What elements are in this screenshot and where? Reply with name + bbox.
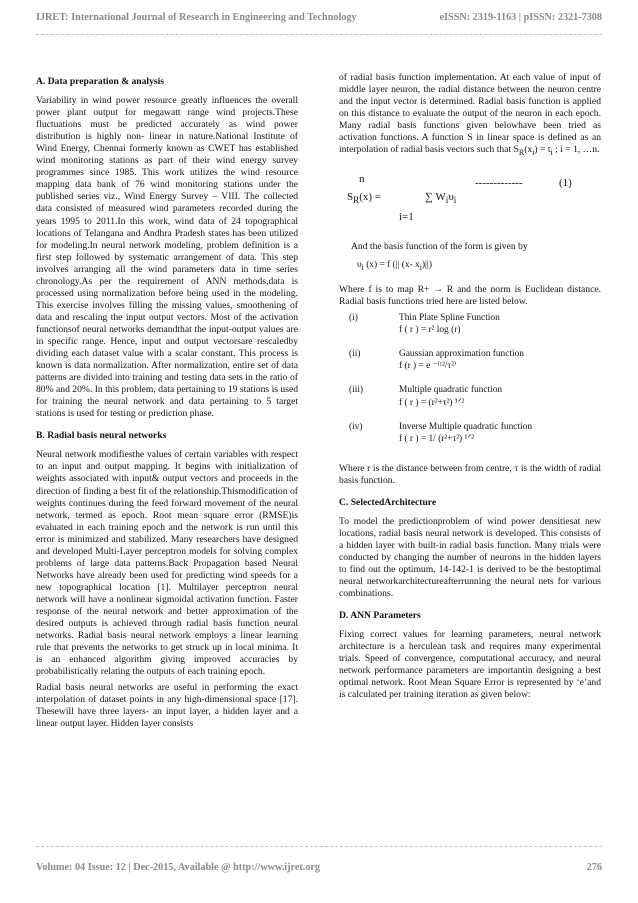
paragraph-neural-network: Neural network modifiesthe values of certain variables with respect to an input and output mapping. It begins with initialization of weights associated with input& output vectors and proceeds in the direction of finding a best fit of the relationship.Thismodification of weights continues during the feed forward movement of the neural network, termed as epoch. Root mean square error (RMSE)is evaluated in each training epoch and the network is run until this error is minimized and stabilized. Many researchers have designed and developed Multi-Layer perceptron models for solving complex problems of large data patterns.Back Propagation based Neural Networks have already been used for predicting wind speeds for a new topographical location [1]. Multilayer perceptron neural network will have a nonlinear sigmoidal activation function. Faster response of the neural network and better approximation of the desired outputs is achieved through radial basis function neural networks. Radial basis neural network employs a linear learning rule that prevents the networks to get struck up in local minima. It is an enhanced algorithm giving improved accuracies by probabilistically relating the outputs of each training epoch.: [36, 449, 298, 678]
equation-sum: ∑ $W_i\upsilon_i$: [425, 191, 457, 206]
rbf-item: (ii) Gaussian approximation function f (r ) = e ⁻⁽ʳ²/τ²⁾: [349, 348, 532, 384]
footer-volume: Volume: 04 Issue: 12 | Dec-2015, Available @ http://www.ijret.org: [36, 862, 321, 873]
paragraph-radial-basis: Radial basis neural networks are useful in performing the exact interpolation of dataset points in any high-dimensional space [17]. Thesewill have three layers- an input layer, a hidden layer and a linear output layer. Hidden layer consists: [36, 682, 298, 730]
right-column: [339, 72, 601, 705]
paragraph-ann-parameters: Fixing correct values for learning parameters, neural network architecture is a herculean task and requires many experimental trials. Speed of convergence, computational accuracy, and neural network performance parameters are importantin designing a best optimal network. Root Mean Square Error is represented by ‘e’and is calculated per training iteration as given below:: [339, 629, 601, 701]
equation-number: (1): [559, 177, 572, 190]
sum-lower-limit: i=1: [399, 211, 414, 224]
equation-1: [339, 173, 601, 231]
rbf-expression: f ( r ) = 1/ (r²+τ²) ¹ᐟ²: [399, 433, 475, 444]
paragraph-architecture: To model the predictionproblem of wind power densitiesat new locations, radial basis neural network is developed. This consists of a hidden layer with built-in radial basis function. Many trials were conducted by changing the number of neurons in the hidden layers to find out the optimum. 14-142-1 is derived to be the bestoptimal neural networkarchitectureafterrunning the neural nets for various combinations.: [339, 515, 601, 600]
sum-upper-limit: n: [359, 173, 365, 186]
rbf-expression: f ( r ) = r² log (r): [399, 325, 461, 336]
left-column: [36, 76, 298, 734]
rbf-item: (i) Thin Plate Spline Function f ( r ) = r² log (r): [349, 312, 532, 348]
section-heading-a: A. Data preparation & analysis: [36, 76, 165, 87]
journal-name: IJRET: International Journal of Research in Engineering and Technology: [36, 12, 357, 23]
equation-lhs: $S_R(x)$ =: [347, 191, 382, 206]
rbf-expression: f ( r ) = (r²+τ²) ¹ᐟ²: [399, 397, 465, 408]
header-rule: [36, 34, 602, 35]
footer-rule: [36, 846, 602, 847]
rbf-name: Gaussian approximation function: [399, 349, 524, 360]
rbf-function-list: [349, 312, 532, 456]
section-heading-b: B. Radial basis neural networks: [36, 430, 167, 442]
running-footer: [36, 862, 602, 873]
rbf-item: (iv) Inverse Multiple quadratic function f ( r ) = 1/ (r²+τ²) ¹ᐟ²: [349, 421, 532, 457]
rbf-name: Inverse Multiple quadratic function: [399, 421, 533, 432]
section-heading-d: D. ANN Parameters: [339, 610, 421, 622]
equation-leader: -------------: [475, 177, 523, 190]
basis-function-formula: $\upsilon_i$ (x) = f (|| (x- $x_i)||$): [357, 260, 432, 273]
rbf-expression: f (r ) = e ⁻⁽ʳ²/τ²⁾: [399, 361, 457, 372]
rbf-name: Multiple quadratic function: [399, 385, 503, 396]
issn-info: eISSN: 2319-1163 | pISSN: 2321-7308: [439, 12, 602, 23]
section-heading-c: C. SelectedArchitecture: [339, 496, 437, 508]
basis-function-intro: And the basis function of the form is given by: [351, 241, 528, 253]
rbf-item: (iii) Multiple quadratic function f ( r ) = (r²+τ²) ¹ᐟ²: [349, 384, 532, 420]
rbf-name: Thin Plate Spline Function: [399, 313, 500, 324]
paragraph-distance: Where r is the distance between from centre, τ is the width of radial basis function.: [339, 462, 601, 486]
paragraph-rbf-implementation: of radial basis function implementation. At each value of input of middle layer neuron, the radial distance between the neuron centre and the input vector is determined. Radial basis function is applied on this distance to evaluate the output of the neuron in each epoch. Many radial basis functions given belowhave been tried as activation functions. A function S in linear space is defined as an interpolation of radial basis vectors such that $S_R(x_i) = t_i$ ; i = 1, …n.: [339, 72, 601, 158]
page-number: 276: [586, 862, 602, 873]
running-header: [36, 12, 602, 23]
paragraph-data-preparation: Variability in wind power resource greatly influences the overall power plant output for megawatt range wind projects.These fluctuations must be predicted accurately as wind power distribution is highly non- linear in nature.National Institute of Wind Energy, Chennai formerly known as CWET has established wind monitoring stations as part of their wind energy survey programmes since 1985. This work utilizes the wind resource mapping data bank of 76 wind monitoring stations under the published series viz., Wind Energy Survey – VIII. The collected data consisted of measured wind parameters recorded during the years 1995 to 2011.In this work, wind data of 24 topographical locations of Telangana and Andhra Pradesh states has been utilized for modeling.In neural network modeling, problem definition is a first step followed by systematic arrangement of data. This step involves arranging all the wind parameters data in time series chronology.As per the requirement of ANN methods,data is processed using normalization before being used in the modeling. This exercise involves filling the missing values, smoothening of data and rescaling the input output vectors. Most of the activation functionsof neural networks demandthat the input-output values are in specific range. Hence, input and output vectorsare rescaledby dividing each dataset value with a scalar constant. This process is known is data normalization. After normalization, entire set of data patterns are divided into training and testing data sets in the ratio of 80% and 20%. In this problem, data pertaining to 19 stations is used for training the neural network and data pertaining to 5 target stations is used for testing or prediction phase.: [36, 95, 298, 420]
paragraph-mapping: Where f is to map R+ → R and the norm is Euclidean distance. Radial basis functions tried here are listed below.: [339, 284, 601, 308]
